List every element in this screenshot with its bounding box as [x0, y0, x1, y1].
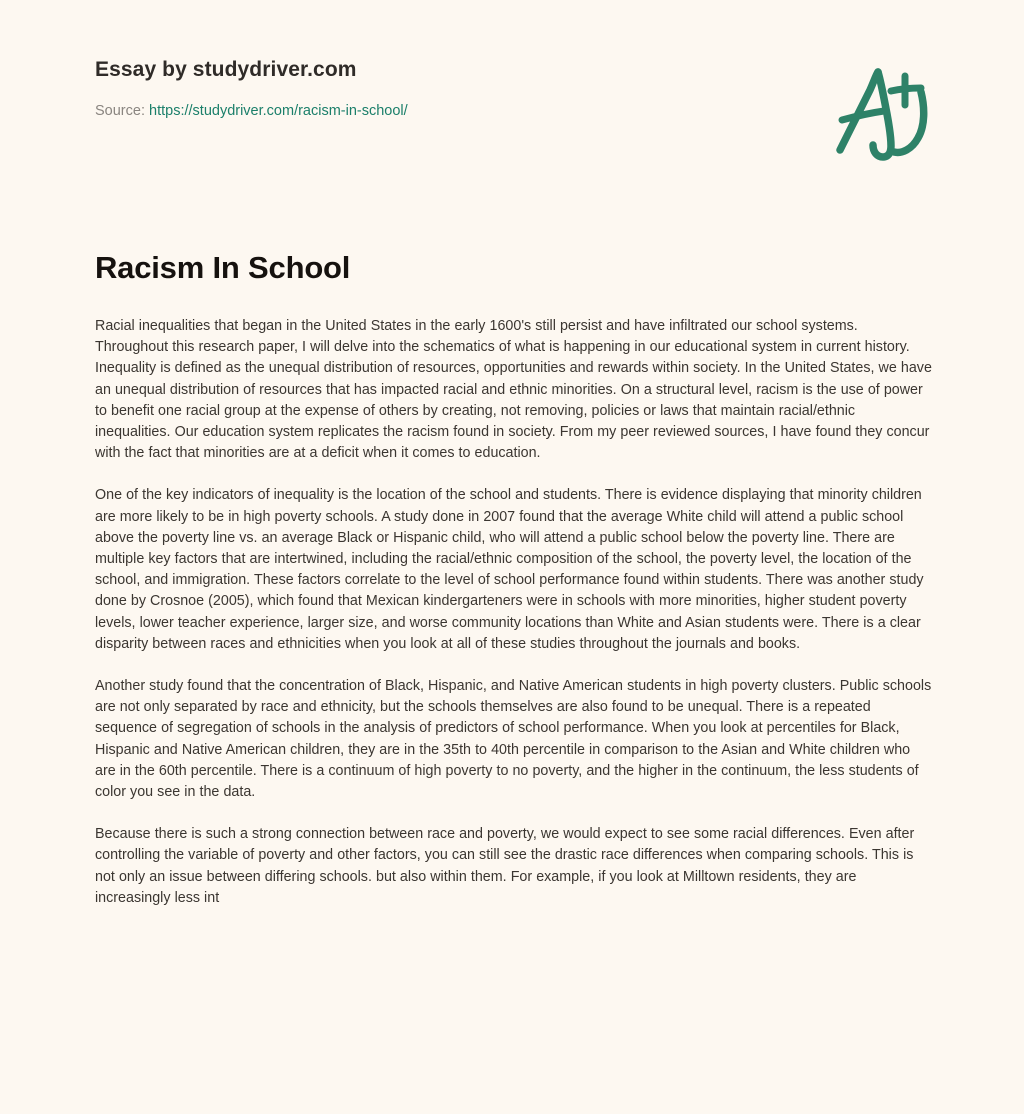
paragraph: Racial inequalities that began in the United States in the early 1600's still persist and have infiltrated our school systems. Throughout this research paper, I will delve into the schematics of what is happening in our educational system in current history. Inequality is defined as the unequal distribution of resources, opportunities and rewards within society. In the United States, we have an unequal distribution of resources that has impacted racial and ethnic minorities. On a structural level, racism is the use of power to benefit one racial group at the expense of others by creating, not removing, policies or laws that maintain racial/ethnic inequalities. Our education system replicates the racism found in society. From my peer reviewed sources, I have found they concur with the fact that minorities are at a deficit when it comes to education.	[95, 318, 932, 462]
source-url-link[interactable]: https://studydriver.com/racism-in-school/	[149, 103, 408, 119]
source-label: Source:	[95, 103, 145, 119]
page-title: Racism In School	[95, 250, 351, 285]
page-bottom-clip	[0, 1074, 1024, 1114]
brand-title: Essay by studydriver.com	[95, 58, 357, 81]
a-plus-logo-icon	[826, 58, 936, 166]
source-line	[95, 101, 935, 121]
paragraph: One of the key indicators of inequality is the location of the school and students. There is evidence displaying that minority children are more likely to be in high poverty schools. A study done in 2007 found that the average White child will attend a public school above the poverty line vs. an average Black or Hispanic child, who will attend a public school below the poverty line. There are multiple key factors that are intertwined, including the racial/ethnic composition of the school, the poverty level, the location of the school, and immigration. These factors correlate to the level of school performance found within students. There was another study done by Crosnoe (2005), which found that Mexican kindergarteners were in schools with more minorities, higher student poverty levels, lower teacher experience, larger size, and worse community locations than White and Asian students were. There is a clear disparity between races and ethnicities when you look at all of these studies throughout the journals and books.	[95, 487, 924, 652]
essay-paragraphs	[95, 316, 933, 909]
paragraph: Because there is such a strong connection between race and poverty, we would expect to see some racial differences. Even after controlling the variable of poverty and other factors, you can still see the drastic race differences when comparing schools. This is not only an issue between differing schools. but also within them. For example, if you look at Milltown residents, they are increasingly less int	[95, 826, 915, 906]
paragraph: Another study found that the concentration of Black, Hispanic, and Native American students in high poverty clusters. Public schools are not only separated by race and ethnicity, but the schools themselves are also found to be unequal. There is a repeated sequence of segregation of schools in the analysis of predictors of school performance. When you look at percentiles for Black, Hispanic and Native American children, they are in the 35th to 40th percentile in comparison to the Asian and White children who are in the 60th percentile. There is a continuum of high poverty to no poverty, and the higher in the continuum, the less students of color you see in the data.	[95, 678, 932, 801]
article-body	[95, 248, 933, 909]
page-header	[95, 56, 935, 176]
